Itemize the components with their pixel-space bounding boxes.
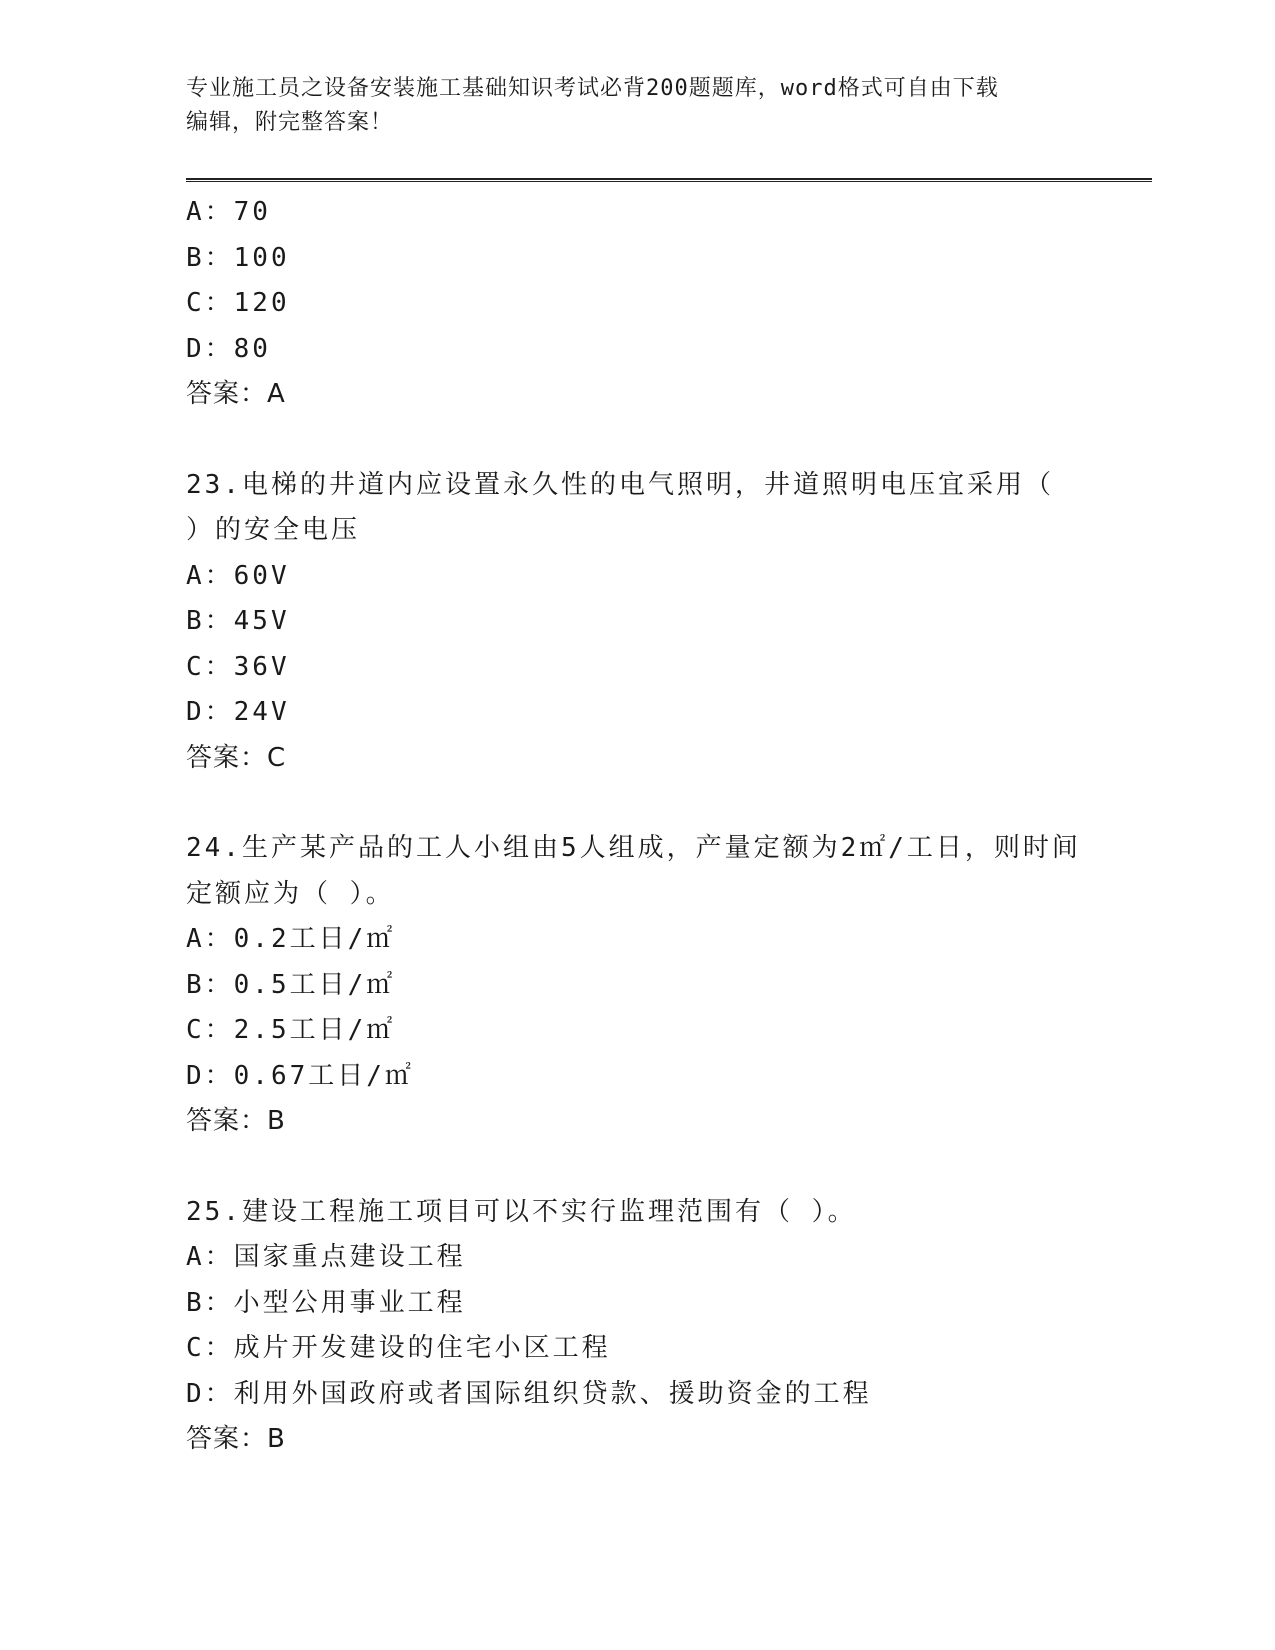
question-text: 24.生产某产品的工人小组由5人组成，产量定额为2㎡/工日，则时间 bbox=[186, 833, 1081, 863]
answer-line: 答案：B bbox=[186, 1424, 286, 1454]
option-d: D：24V bbox=[186, 697, 290, 727]
question-22-tail bbox=[186, 190, 1086, 418]
option-a: A：0.2工日/㎡ bbox=[186, 924, 396, 954]
spacer bbox=[186, 781, 1086, 826]
option-b: B：45V bbox=[186, 606, 290, 636]
question-25 bbox=[186, 1190, 1086, 1463]
option-c: C：36V bbox=[186, 651, 290, 682]
header-title-line-1: 专业施工员之设备安装施工基础知识考试必背200题题库，word格式可自由下载 bbox=[186, 76, 999, 101]
question-text: 定额应为（ ）。 bbox=[186, 878, 395, 909]
question-24 bbox=[186, 826, 1086, 1145]
document-header bbox=[186, 72, 1066, 140]
answer-line: 答案：B bbox=[186, 1106, 286, 1136]
option-a: A：60V bbox=[186, 560, 290, 591]
option-d: D：利用外国政府或者国际组织贷款、援助资金的工程 bbox=[186, 1378, 872, 1409]
option-a: A：70 bbox=[186, 197, 271, 227]
question-list bbox=[186, 190, 1086, 1463]
option-b: B：小型公用事业工程 bbox=[186, 1287, 466, 1318]
spacer bbox=[186, 1145, 1086, 1190]
answer-line: 答案：C bbox=[186, 742, 287, 773]
option-c: C：2.5工日/㎡ bbox=[186, 1015, 396, 1045]
question-text: 23.电梯的井道内应设置永久性的电气照明，井道照明电压宜采用（ bbox=[186, 469, 1054, 500]
header-title-line-2: 编辑，附完整答案！ bbox=[186, 110, 394, 135]
option-d: D：80 bbox=[186, 333, 271, 364]
question-23 bbox=[186, 463, 1086, 782]
option-c: C：120 bbox=[186, 288, 290, 318]
option-c: C：成片开发建设的住宅小区工程 bbox=[186, 1333, 611, 1363]
question-text: ）的安全电压 bbox=[186, 515, 361, 545]
question-text: 25.建设工程施工项目可以不实行监理范围有（ ）。 bbox=[186, 1196, 857, 1227]
answer-line: 答案：A bbox=[186, 379, 286, 409]
header-divider bbox=[186, 178, 1152, 182]
option-d: D：0.67工日/㎡ bbox=[186, 1060, 414, 1091]
option-b: B：100 bbox=[186, 242, 290, 273]
option-a: A：国家重点建设工程 bbox=[186, 1242, 466, 1272]
spacer bbox=[186, 418, 1086, 463]
option-b: B：0.5工日/㎡ bbox=[186, 969, 396, 1000]
